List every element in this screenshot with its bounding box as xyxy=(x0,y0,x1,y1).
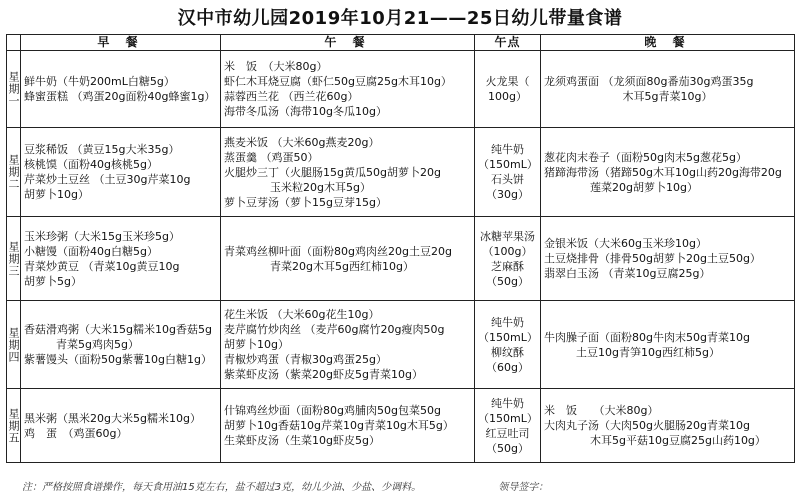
menu-line: 金银米饭（大米60g玉米珍10g） xyxy=(544,237,707,250)
menu-line: 100g） xyxy=(488,90,527,103)
lunch-cell xyxy=(221,51,475,128)
header-day xyxy=(7,35,21,51)
page-title: 汉中市幼儿园2019年10月21——25日幼儿带量食谱 xyxy=(177,8,623,29)
day-row-monday xyxy=(7,51,795,128)
menu-line: 猪蹄海带汤（猪蹄50g木耳10g山药20g海带20g xyxy=(544,165,782,179)
menu-line: 玉米珍粥（大米15g玉米珍5g） xyxy=(24,229,180,243)
menu-line: 鲜牛奶（牛奶200mL白糖5g） xyxy=(24,75,175,88)
menu-line: 生菜虾皮汤（生菜10g虾皮5g） xyxy=(224,434,380,447)
menu-line: 胡萝卜10g） xyxy=(224,338,289,351)
menu-line: 蒜蓉西兰花 （西兰花60g） xyxy=(224,90,359,103)
menu-line: 胡萝卜10g香菇10g芹菜10g青菜10g木耳5g） xyxy=(224,419,454,432)
menu-line: 石头饼 xyxy=(491,173,524,186)
menu-line: 紫薯馒头（面粉50g紫薯10g白糖1g） xyxy=(24,353,212,366)
day-row-tuesday xyxy=(7,128,795,217)
dinner-cell xyxy=(541,51,795,128)
snack-cell xyxy=(475,51,541,128)
header-lunch: 午 餐 xyxy=(221,35,475,51)
day-label: 星期四 xyxy=(7,301,21,389)
menu-line: （150mL） xyxy=(478,330,538,344)
menu-line: 青菜炒黄豆 （青菜10g黄豆10g xyxy=(24,259,180,273)
header-snack: 午点 xyxy=(475,35,541,51)
menu-line: 龙须鸡蛋面 （龙须面80g番茄30g鸡蛋35g xyxy=(544,75,754,88)
menu-line: （60g） xyxy=(486,360,529,374)
day-label: 星期二 xyxy=(7,128,21,217)
dinner-cell xyxy=(541,389,795,463)
day-label: 星期五 xyxy=(7,389,21,463)
menu-line: 纯牛奶 xyxy=(491,396,524,410)
header-breakfast: 早 餐 xyxy=(21,35,221,51)
menu-line: 芝麻酥 xyxy=(491,259,524,273)
menu-line: 玉米粒20g木耳5g） xyxy=(270,180,371,194)
menu-line: 翡翠白玉汤 （青菜10g豆腐25g） xyxy=(544,267,711,280)
menu-line: 什锦鸡丝炒面（面粉80g鸡脯肉50g包菜50g xyxy=(224,404,441,417)
breakfast-cell xyxy=(21,217,221,301)
menu-line: （50g） xyxy=(486,441,529,455)
breakfast-cell xyxy=(21,301,221,389)
day-label: 星期三 xyxy=(7,217,21,301)
snack-cell xyxy=(475,389,541,463)
menu-line: 紫菜虾皮汤（紫菜20g虾皮5g青菜10g） xyxy=(224,368,423,381)
snack-cell xyxy=(475,128,541,217)
menu-line: （30g） xyxy=(486,188,529,201)
menu-line: 胡萝卜5g） xyxy=(24,274,82,288)
day-label: 星期一 xyxy=(7,51,21,128)
menu-line: （50g） xyxy=(486,274,529,288)
menu-line: 豆浆稀饭 （黄豆15g大米35g） xyxy=(24,143,180,156)
menu-line: 燕麦米饭 （大米60g燕麦20g） xyxy=(224,135,380,149)
weekly-menu-table xyxy=(6,34,795,463)
menu-line: 萝卜豆芽汤（萝卜15g豆芽15g） xyxy=(224,195,387,209)
menu-line: 花生米饭 （大米60g花生10g） xyxy=(224,308,380,321)
signature-label: 领导签字： xyxy=(498,482,549,493)
menu-line: 莲菜20g胡萝卜10g） xyxy=(590,180,698,194)
menu-line: 土豆10g青笋10g西红柿5g） xyxy=(576,345,720,359)
menu-line: 青菜20g木耳5g西红柿10g） xyxy=(270,259,414,273)
lunch-cell xyxy=(221,301,475,389)
dinner-cell xyxy=(541,301,795,389)
menu-line: 胡萝卜10g） xyxy=(24,188,89,201)
menu-line: 柳纹酥 xyxy=(491,345,524,359)
menu-line: （150mL） xyxy=(478,411,538,425)
dinner-cell xyxy=(541,217,795,301)
day-row-friday xyxy=(7,389,795,463)
menu-line: 黑米粥（黑米20g大米5g糯米10g） xyxy=(24,411,201,425)
menu-line: 芹菜炒土豆丝 （土豆30g芹菜10g xyxy=(24,173,191,186)
menu-line: 牛肉臊子面（面粉80g牛肉末50g青菜10g xyxy=(544,330,750,344)
lunch-cell xyxy=(221,389,475,463)
menu-line: 米 饭 （大米80g） xyxy=(544,404,659,417)
menu-line: 冰糖苹果汤 xyxy=(480,229,535,243)
menu-line: 红豆吐司 xyxy=(485,426,530,440)
menu-line: 大肉丸子汤（大肉50g火腿肠20g青菜10g xyxy=(544,419,750,432)
header-dinner: 晚 餐 xyxy=(541,35,795,51)
menu-line: 火龙果（ xyxy=(485,75,530,88)
menu-line: 鸡 蛋 （鸡蛋60g） xyxy=(24,426,128,440)
lunch-cell xyxy=(221,217,475,301)
breakfast-cell xyxy=(21,51,221,128)
breakfast-cell xyxy=(21,128,221,217)
snack-cell xyxy=(475,217,541,301)
menu-line: 木耳5g平菇10g豆腐25g山药10g） xyxy=(590,434,766,447)
lunch-cell xyxy=(221,128,475,217)
breakfast-cell xyxy=(21,389,221,463)
menu-line: 纯牛奶 xyxy=(491,315,524,329)
menu-line: 木耳5g青菜10g） xyxy=(622,90,713,103)
snack-cell xyxy=(475,301,541,389)
menu-line: 海带冬瓜汤（海带10g冬瓜10g） xyxy=(224,105,387,118)
header-row xyxy=(7,35,795,51)
menu-line: （100g） xyxy=(482,244,533,258)
day-row-thursday xyxy=(7,301,795,389)
menu-line: 青菜鸡丝柳叶面（面粉80g鸡肉丝20g土豆20g xyxy=(224,244,452,258)
menu-line: 蒸蛋羹 （鸡蛋50） xyxy=(224,150,319,164)
menu-line: 青菜5g鸡肉5g） xyxy=(56,338,139,351)
menu-line: 葱花肉末卷子（面粉50g肉末5g葱花5g） xyxy=(544,150,747,164)
dinner-cell xyxy=(541,128,795,217)
footer-note: 注：严格按照食谱操作，每天食用油15克左右，盐不超过3克，幼儿少油、少盐、少调料。 xyxy=(22,482,422,493)
menu-line: 小糖馒（面粉40g白糖5g） xyxy=(24,244,158,258)
menu-line: 麦芹腐竹炒肉丝 （麦芹60g腐竹20g瘦肉50g xyxy=(224,323,445,336)
day-row-wednesday xyxy=(7,217,795,301)
menu-line: 香菇滑鸡粥（大米15g糯米10g香菇5g xyxy=(24,323,212,336)
menu-line: （150mL） xyxy=(478,158,538,171)
menu-line: 土豆烧排骨（排骨50g胡萝卜20g土豆50g） xyxy=(544,252,761,265)
menu-line: 纯牛奶 xyxy=(491,143,524,156)
menu-line: 虾仁木耳烧豆腐（虾仁50g豆腐25g木耳10g） xyxy=(224,75,452,88)
menu-line: 米 饭 （大米80g） xyxy=(224,60,328,73)
menu-line: 青椒炒鸡蛋（青椒30g鸡蛋25g） xyxy=(224,353,387,366)
menu-line: 蜂蜜蛋糕 （鸡蛋20g面粉40g蜂蜜1g） xyxy=(24,90,216,103)
footer-note-row xyxy=(22,478,548,493)
menu-line: 核桃馍（面粉40g核桃5g） xyxy=(24,158,158,171)
menu-line: 火腿炒三丁（火腿肠15g黄瓜50g胡萝卜20g xyxy=(224,165,441,179)
